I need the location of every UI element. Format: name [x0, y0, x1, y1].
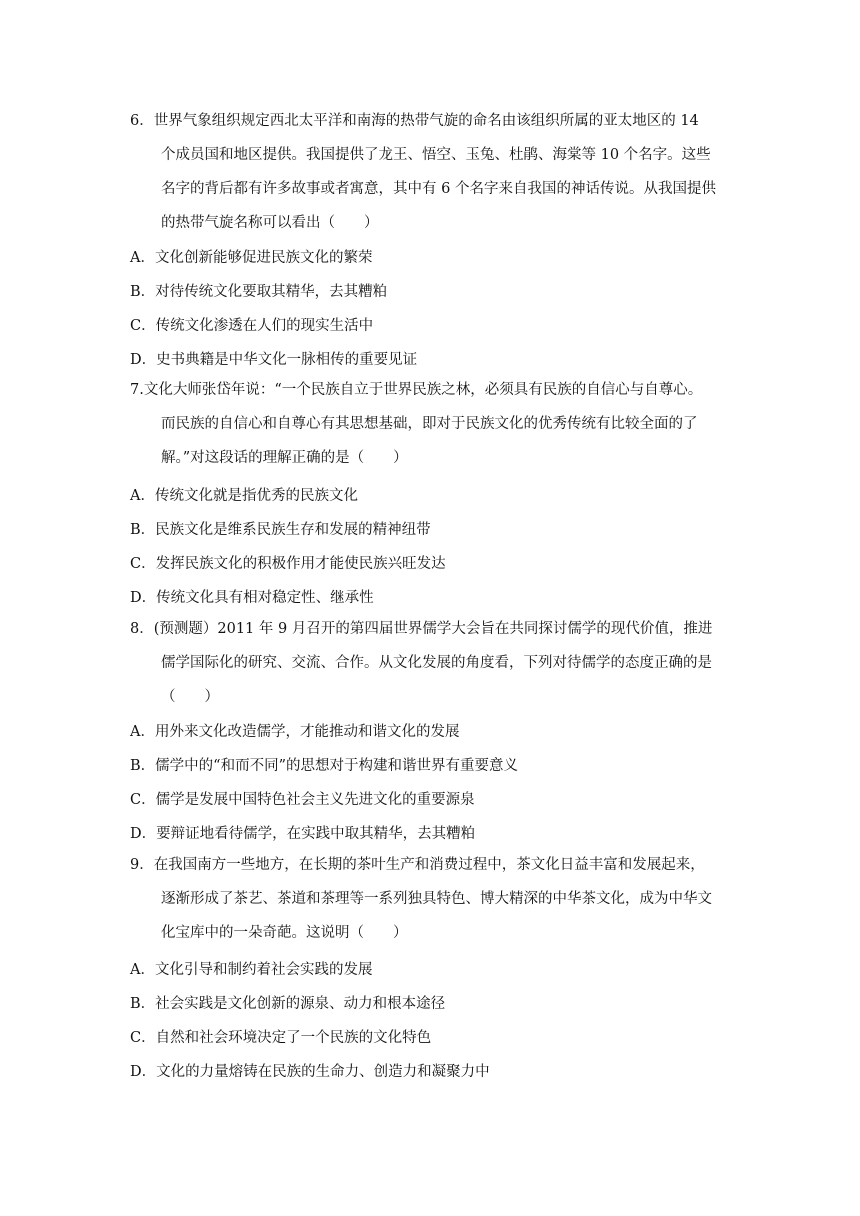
question-8-option-c: C．儒学是发展中国特色社会主义先进文化的重要源泉: [130, 792, 475, 808]
question-9-option-d: D．文化的力量熔铸在民族的生命力、创造力和凝聚力中: [130, 1064, 490, 1080]
stem-line: 而民族的自信心和自尊心有其思想基础，即对于民族文化的优秀传统有比较全面的了: [161, 416, 698, 432]
question-6-stem: [130, 104, 730, 240]
question-7-option-d: D．传统文化具有相对稳定性、继承性: [130, 590, 374, 606]
stem-line: 儒学国际化的研究、交流、合作。从文化发展的角度看，下列对待儒学的态度正确的是: [161, 655, 712, 671]
question-9-option-a: A．文化引导和制约着社会实践的发展: [130, 962, 373, 978]
question-6-option-d: D．史书典籍是中华文化一脉相传的重要见证: [130, 352, 418, 368]
stem-line: 个成员国和地区提供。我国提供了龙王、悟空、玉兔、杜鹃、海棠等 10 个名字。这些: [161, 147, 711, 163]
question-9-option-b: B．社会实践是文化创新的源泉、动力和根本途径: [130, 996, 446, 1012]
stem-line: 解。”对这段话的理解正确的是（ ）: [161, 450, 408, 466]
stem-line: 化宝库中的一朵奇葩。这说明（ ）: [161, 925, 408, 941]
stem-line: （ ）: [161, 689, 219, 705]
stem-line: 7.文化大师张岱年说：“一个民族自立于世界民族之林，必须具有民族的自信心与自尊心。: [130, 382, 703, 398]
stem-line: 的热带气旋名称可以看出（ ）: [161, 215, 379, 231]
question-7-option-a: A．传统文化就是指优秀的民族文化: [130, 488, 358, 504]
question-7-option-c: C．发挥民族文化的积极作用才能使民族兴旺发达: [130, 556, 446, 572]
stem-line: 6．世界气象组织规定西北太平洋和南海的热带气旋的命名由该组织所属的亚太地区的 14: [130, 113, 699, 129]
stem-line: 名字的背后都有许多故事或者寓意，其中有 6 个名字来自我国的神话传说。从我国提供: [161, 181, 716, 197]
stem-line: 逐渐形成了茶艺、茶道和茶理等一系列独具特色、博大精深的中华茶文化，成为中华文: [161, 891, 712, 907]
stem-line: 8．(预测题）2011 年 9 月召开的第四届世界儒学大会旨在共同探讨儒学的现代价值，推进: [130, 621, 713, 637]
question-8-option-d: D．要辩证地看待儒学，在实践中取其精华，去其糟粕: [130, 826, 476, 842]
question-8-stem: [130, 612, 730, 714]
question-6-option-a: A．文化创新能够促进民族文化的繁荣: [130, 250, 373, 266]
question-7-stem: [130, 373, 730, 475]
question-9-stem: [130, 848, 730, 950]
question-6-option-c: C．传统文化渗透在人们的现实生活中: [130, 318, 374, 334]
question-9-option-c: C．自然和社会环境决定了一个民族的文化特色: [130, 1030, 432, 1046]
question-8-option-a: A．用外来文化改造儒学，才能推动和谐文化的发展: [130, 724, 460, 740]
question-6-option-b: B．对待传统文化要取其精华，去其糟粕: [130, 284, 388, 300]
question-7-option-b: B．民族文化是维系民族生存和发展的精神纽带: [130, 522, 431, 538]
stem-line: 9．在我国南方一些地方，在长期的茶叶生产和消费过程中，茶文化日益丰富和发展起来，: [130, 857, 705, 873]
question-8-option-b: B．儒学中的“和而不同”的思想对于构建和谐世界有重要意义: [130, 758, 518, 774]
